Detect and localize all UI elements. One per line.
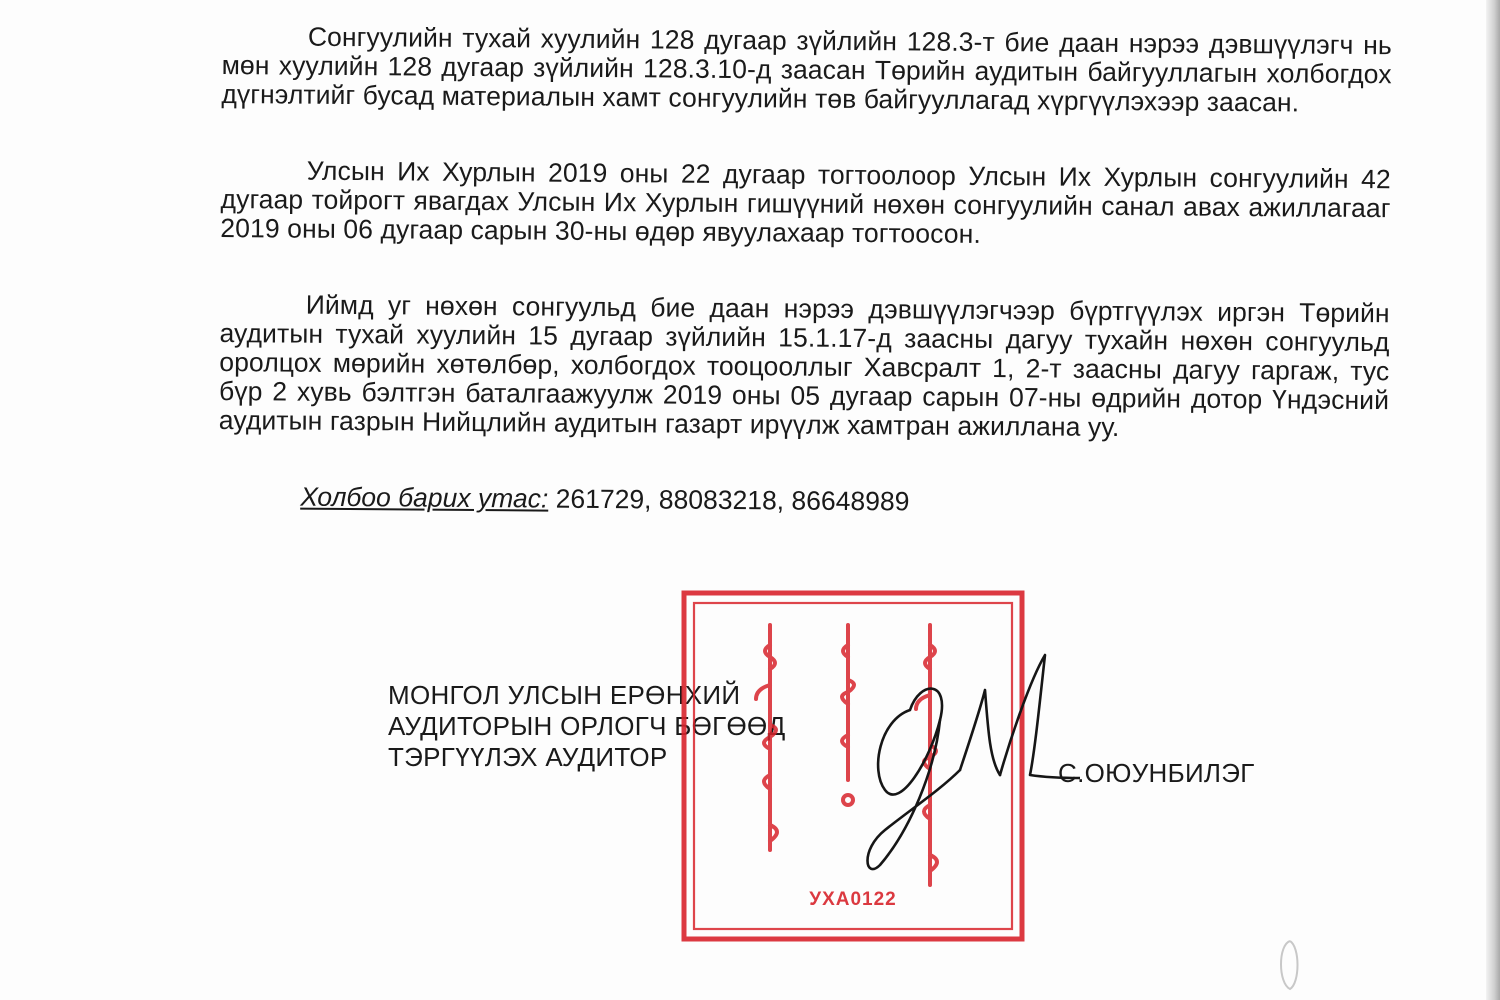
stamp-code: УХА0122: [809, 889, 897, 910]
paragraph-request: Иймд уг нөхөн сонгуульд бие даан нэрээ дэвшүүлэгчээр бүртгүүлэх иргэн Төрийн аудитын тухай хуулийн 15 дугаар зүйлийн 15.1.17-д заасны дагуу тухайн нөхөн сонгуульд оролцох мөрийн хөтөлбөр, холбогдох тооцооллыг Хавсралт 1, 2-т заасны дагуу гаргаж, тус бүр 2 хувь бэлтгэн баталгаажуулж 2019 оны 05 дугаар сарын 07-ны өдрийн дотор Үндэсний аудитын газрын Нийцлийн аудитын газарт ирүүлж хамтран ажиллана уу.: [218, 289, 1390, 443]
letter-body: [218, 22, 1392, 520]
signatory-title-line-1: МОНГОЛ УЛСЫН ЕРӨНХИЙ: [388, 680, 741, 710]
contact-phones: 261729, 88083218, 86648989: [555, 483, 910, 517]
handwritten-signature: [840, 640, 1080, 880]
scan-edge-shadow: [1486, 0, 1500, 1000]
contact-label: Холбоо барих утас:: [300, 481, 549, 514]
paragraph-election-law: Сонгуулийн тухай хуулийн 128 дугаар зүйлийн 128.3-т бие даан нэрээ дэвшүүлэгч нь мөн хуулийн 128 дугаар зүйлийн 128.3.10-д заасан Төрийн аудитын байгууллагын холбогдох дүгнэлтийг бусад материалын хамт сонгуулийн төв байгууллагад хүргүүлэхээр заасан.: [221, 21, 1392, 118]
signatory-title: [388, 680, 785, 773]
signatory-title-line-3: ТЭРГҮҮЛЭХ АУДИТОР: [388, 742, 668, 772]
paragraph-parliament-resolution: Улсын Их Хурлын 2019 оны 22 дугаар тогтоолоор Улсын Их Хурлын сонгуулийн 42 дугаар тойрогт явагдах Улсын Их Хурлын гишүүний нөхөн сонгуулийн санал авах ажиллагааг 2019 оны 06 дугаар сарын 30-ны өдөр явуулахаар тогтоосон.: [220, 155, 1391, 249]
contact-line: [218, 482, 1388, 520]
scan-artifact-mark: [1270, 935, 1310, 995]
signatory-name: С.ОЮУНБИЛЭГ: [1058, 758, 1255, 788]
signatory-title-line-2: АУДИТОРЫН ОРЛОГЧ БӨГӨӨД: [388, 711, 786, 741]
